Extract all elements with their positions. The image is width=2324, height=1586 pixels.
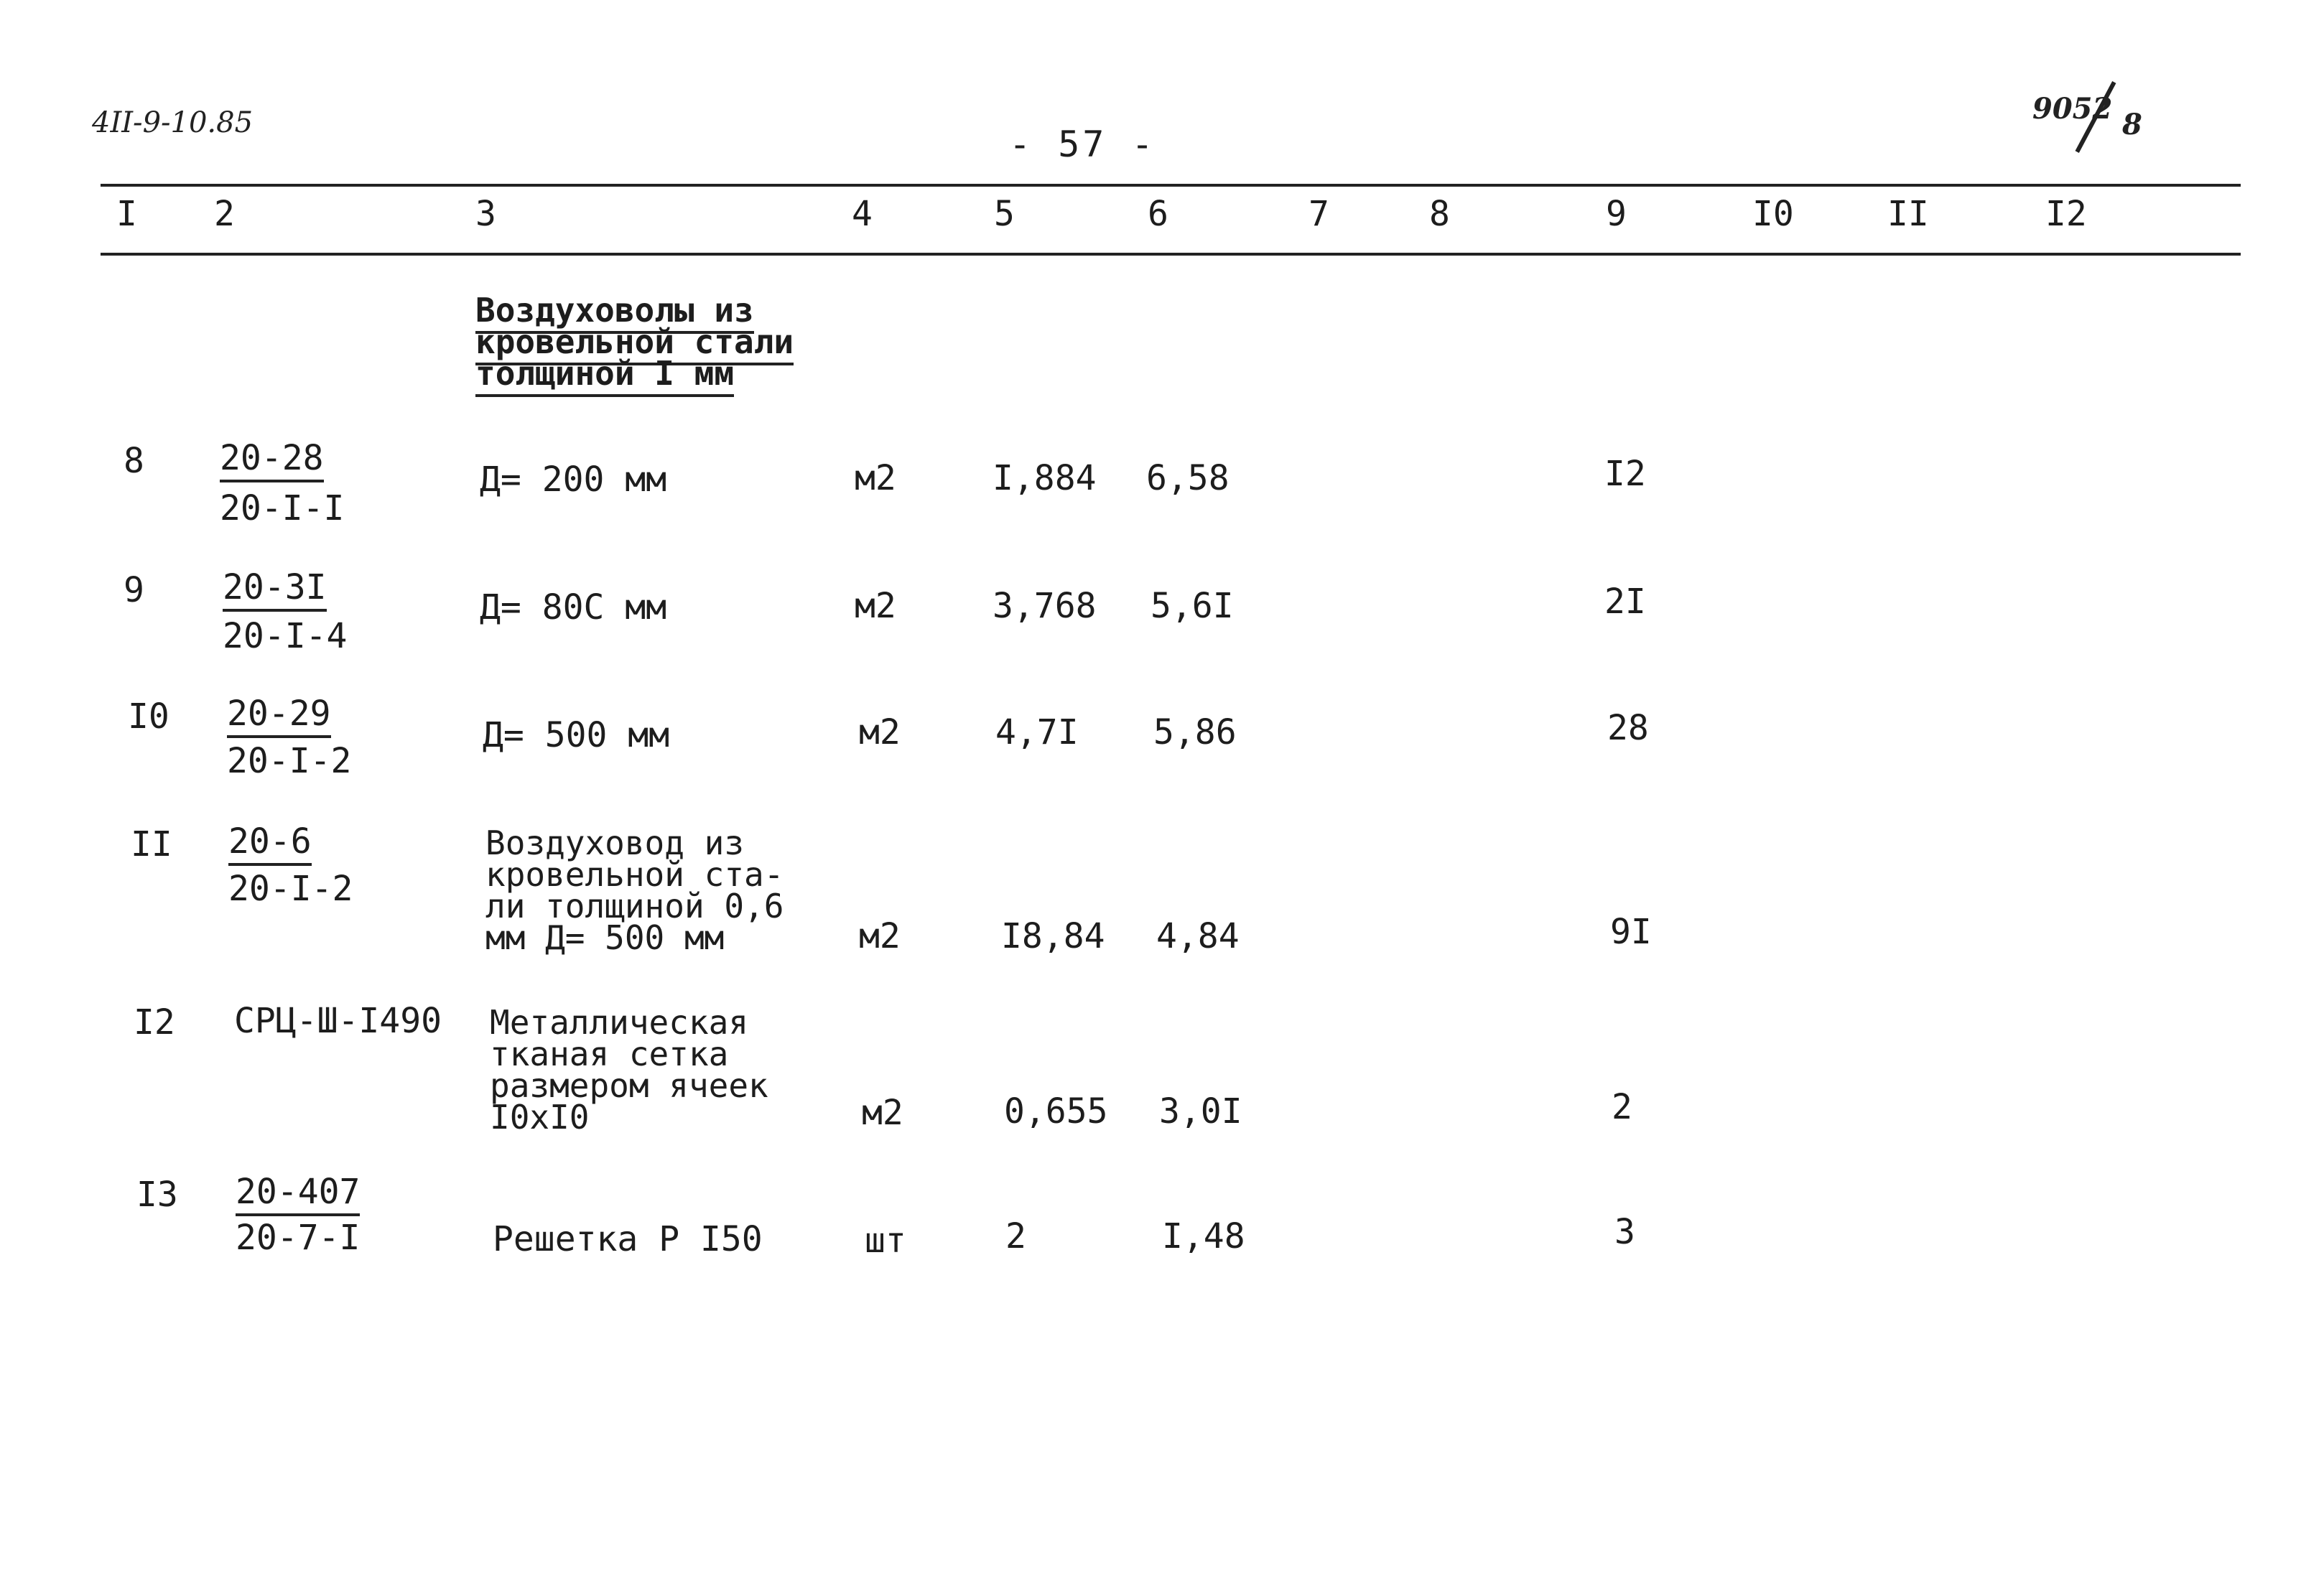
code-top <box>228 821 312 862</box>
column-header-10: I0 <box>1752 194 1794 234</box>
column-header-8: 8 <box>1429 194 1450 234</box>
unit: м2 <box>859 916 901 956</box>
column-header-5: 5 <box>994 194 1015 234</box>
column-header-9: 9 <box>1606 194 1627 234</box>
code-top <box>220 438 324 478</box>
unit-price: 5,86 <box>1153 712 1237 752</box>
code-top-text: 20-407 <box>236 1172 360 1216</box>
item-name: Металлическая тканая сетка размером ячеек I0xI0 <box>490 1003 768 1137</box>
row-number: I3 <box>136 1175 178 1215</box>
unit-price: I,48 <box>1162 1216 1245 1256</box>
code-top <box>223 567 327 607</box>
column-header-1: I <box>116 194 137 234</box>
item-name: Решетка Р I50 <box>493 1219 763 1259</box>
section-title-text: Воздуховолы из кровельной стали толщиной I мм <box>475 291 794 397</box>
code-top-text: 20-6 <box>228 821 312 866</box>
row-number: II <box>131 824 172 864</box>
column-header-12: I2 <box>2045 194 2087 234</box>
unit: м2 <box>855 458 896 498</box>
total: 28 <box>1607 708 1649 748</box>
unit: м2 <box>862 1093 903 1133</box>
item-name: Д= 500 мм <box>483 715 670 755</box>
item-name: Д= 80С мм <box>480 587 667 628</box>
quantity: I8,84 <box>1001 916 1105 956</box>
quantity: I,884 <box>993 458 1097 498</box>
quantity: 0,655 <box>1004 1091 1108 1132</box>
page-number: - 57 - <box>1009 123 1156 165</box>
section-title <box>475 291 794 393</box>
sheet-reference-subnumber: 8 <box>2122 108 2142 141</box>
column-header-4: 4 <box>852 194 873 234</box>
quantity: 4,7I <box>995 712 1079 752</box>
item-name: Д= 200 мм <box>480 460 667 500</box>
total: I2 <box>1604 454 1646 494</box>
document-code: 4II-9-10.85 <box>92 106 254 139</box>
code-bottom: 20-7-I <box>236 1218 361 1258</box>
row-number: I0 <box>128 696 169 737</box>
unit: м2 <box>859 712 901 752</box>
row-number: 9 <box>124 570 144 610</box>
column-header-2: 2 <box>214 194 235 234</box>
total: 3 <box>1614 1212 1635 1252</box>
sheet-reference-number: 9052 <box>2032 92 2113 126</box>
row-number: I2 <box>134 1002 175 1042</box>
unit-price: 5,6I <box>1151 586 1234 626</box>
code: СРЦ-Ш-I490 <box>234 1001 442 1041</box>
quantity: 3,768 <box>993 586 1097 626</box>
code-top-text: 20-28 <box>220 438 324 482</box>
code-bottom: 20-I-2 <box>227 741 352 781</box>
code-top-text: 20-3I <box>223 567 327 612</box>
column-header-11: II <box>1887 194 1929 234</box>
code-top <box>227 694 331 734</box>
unit: шт <box>865 1221 906 1261</box>
item-name: Воздуховод из кровельной ста- ли толщиной 0,6 мм Д= 500 мм <box>485 824 784 957</box>
unit-price: 3,0I <box>1159 1091 1242 1132</box>
unit-price: 4,84 <box>1156 916 1240 956</box>
total: 9I <box>1610 912 1652 952</box>
unit: м2 <box>855 586 896 626</box>
code-bottom: 20-I-I <box>220 488 345 528</box>
column-header-6: 6 <box>1148 194 1168 234</box>
unit-price: 6,58 <box>1146 458 1230 498</box>
code-bottom: 20-I-2 <box>228 869 353 909</box>
total: 2 <box>1612 1087 1632 1127</box>
code-top-text: 20-29 <box>227 694 331 738</box>
total: 2I <box>1604 582 1646 622</box>
table-header-bottom-rule <box>101 253 2241 256</box>
code-top <box>236 1172 361 1212</box>
row-number: 8 <box>124 441 144 481</box>
table-top-rule <box>101 184 2241 187</box>
quantity: 2 <box>1005 1216 1026 1256</box>
code-bottom: 20-I-4 <box>223 616 348 656</box>
column-header-7: 7 <box>1309 194 1329 234</box>
column-header-3: 3 <box>475 194 496 234</box>
